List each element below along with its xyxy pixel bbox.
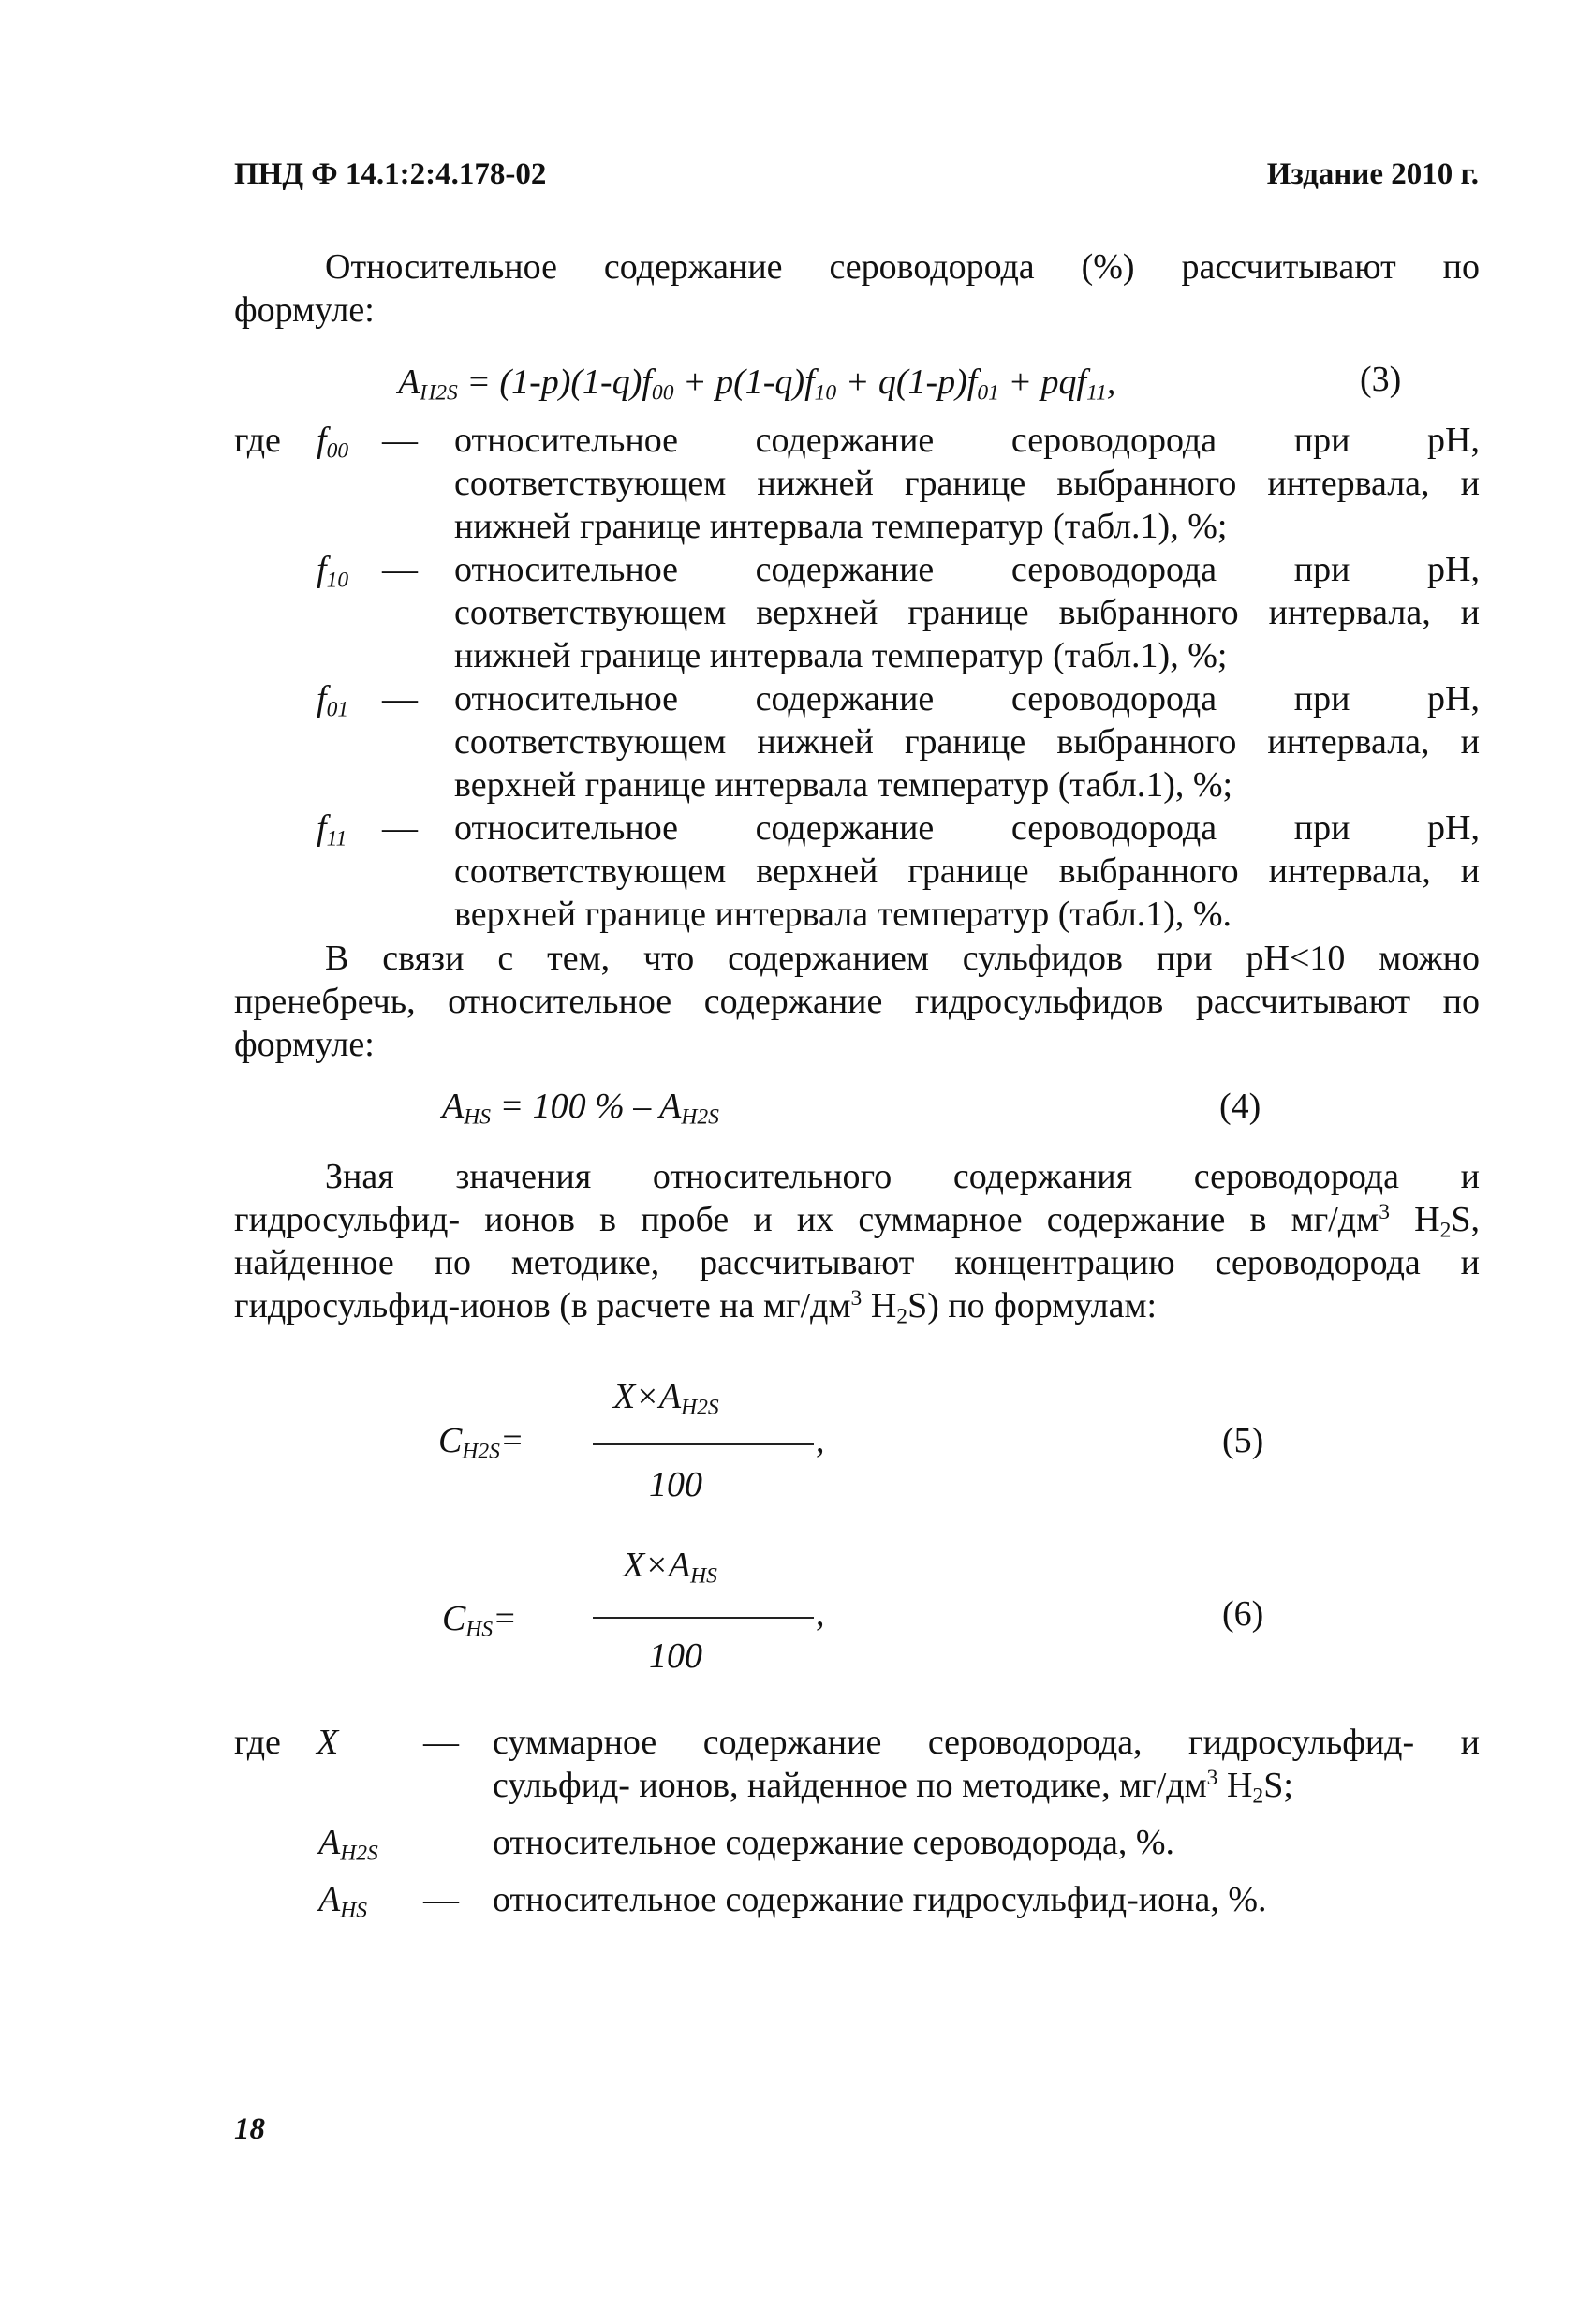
formula-4-lhs: A (442, 1087, 465, 1126)
formula-6-eq: = (493, 1599, 517, 1638)
paragraph-line: Зная значения относительного содержания сероводорода и (325, 1157, 1480, 1196)
definition-line: верхней границе интервала температур (табл.1), %; (454, 765, 1233, 805)
doc-code: ПНД Ф 14.1:2:4.178-02 (234, 157, 547, 191)
word: соответствующем (454, 593, 727, 632)
paragraph-intro-line2: формуле: (234, 290, 375, 330)
symbol-a-h2s (318, 1821, 378, 1864)
word: границе (907, 593, 1029, 632)
symbol-sub: 00 (326, 438, 349, 464)
symbol-sub: HS (340, 1898, 367, 1923)
definition-a-hs-text: относительное содержание гидросульфид-иона, %. (493, 1880, 1267, 1919)
definition-line (454, 720, 1480, 763)
text-run: сульфид- ионов, найденное по методике, мг/дм (493, 1766, 1207, 1805)
word: рассчитывают (1181, 247, 1396, 287)
numerator-sub: HS (690, 1563, 717, 1589)
formula-4 (442, 1085, 719, 1128)
word: границе (904, 722, 1026, 762)
word: при (1293, 550, 1350, 589)
word: относительное (454, 421, 679, 460)
word: при (1293, 421, 1350, 460)
paragraph-line (234, 1198, 1480, 1241)
paragraph-line: найденное по методике, рассчитывают концентрацию сероводорода и (234, 1243, 1480, 1282)
fraction-bar (593, 1617, 814, 1619)
word: верхней (756, 851, 878, 891)
symbol-sub: 11 (326, 826, 347, 851)
formula-6-lhs (442, 1597, 517, 1640)
word: верхней (756, 593, 878, 632)
formula-3-term: + pqf (998, 363, 1087, 402)
symbol-letter: f (317, 550, 327, 589)
symbol-letter: A (318, 1880, 341, 1919)
word: интервала, (1268, 851, 1431, 891)
formula-5-number: (5) (1222, 1421, 1264, 1460)
word: (%) (1081, 247, 1135, 287)
word: сероводорода (1010, 679, 1217, 718)
symbol-letter: f (317, 808, 327, 848)
word: нижней (757, 722, 874, 762)
formula-4-number: (4) (1219, 1087, 1261, 1126)
paragraph-line: пренебречь, относительное содержание гидросульфидов рассчитывают по (234, 982, 1480, 1021)
paragraph-line (234, 1284, 1480, 1327)
definition-line (454, 850, 1480, 893)
paragraph-intro-line1 (234, 245, 1480, 289)
subscript: 2 (1439, 1218, 1452, 1243)
formula-3 (398, 361, 1115, 404)
symbol-letter: A (318, 1823, 341, 1862)
symbol-sub: 10 (326, 568, 349, 593)
formula-5-eq: = (499, 1421, 524, 1460)
numerator-text: X×A (613, 1377, 682, 1416)
word: Относительное (325, 247, 557, 287)
formula-3-sub: 01 (977, 380, 999, 406)
word: границе (904, 464, 1026, 503)
formula-3-end: , (1106, 363, 1116, 402)
word: содержание (755, 679, 935, 718)
symbol-letter: f (317, 679, 327, 718)
where-label: где (234, 421, 281, 460)
formula-5-comma: , (816, 1421, 825, 1460)
word: соответствующем (454, 722, 727, 762)
word: при (1293, 679, 1350, 718)
definition-line (454, 807, 1480, 850)
word: сероводорода (1010, 421, 1217, 460)
definition-text (454, 807, 1480, 936)
word: pH, (1427, 808, 1480, 848)
formula-6-numerator (623, 1544, 717, 1587)
word: относительное (454, 808, 679, 848)
word: нижней (757, 464, 874, 503)
word: относительное (454, 550, 679, 589)
numerator-sub: H2S (681, 1395, 719, 1420)
definition-line (454, 591, 1480, 634)
superscript: 3 (850, 1286, 863, 1311)
word: содержание (755, 550, 935, 589)
superscript: 3 (1206, 1766, 1218, 1791)
word: и (1460, 464, 1480, 503)
word: содержание (603, 247, 783, 287)
word: pH, (1427, 679, 1480, 718)
formula-3-lhs: A (398, 363, 420, 402)
paragraph-intro (234, 245, 1480, 332)
formula-6-lhs-sub: HS (465, 1617, 494, 1642)
formula-6-lhs-letter: C (442, 1599, 466, 1638)
formula-3-number: (3) (1360, 360, 1402, 399)
definition-a-h2s-text: относительное содержание сероводорода, %. (493, 1823, 1175, 1862)
symbol-f01 (317, 677, 348, 720)
word: по (1442, 247, 1480, 287)
formula-3-sub: 00 (651, 380, 674, 406)
symbol-sub: H2S (340, 1841, 378, 1866)
definition-line (454, 462, 1480, 505)
definition-text (454, 548, 1480, 677)
em-dash: — (423, 1880, 459, 1919)
formula-3-term: + q(1-p)f (836, 363, 978, 402)
word: интервала, (1267, 722, 1430, 762)
text-run: S; (1263, 1766, 1293, 1805)
word: интервала, (1267, 464, 1430, 503)
formula-6-denominator: 100 (649, 1636, 702, 1676)
formula-5-numerator (613, 1375, 719, 1418)
symbol-sub: 01 (326, 697, 349, 722)
formula-3-sub: 10 (814, 380, 837, 406)
definition-line: нижней границе интервала температур (табл.1), %; (454, 507, 1228, 546)
formula-4-rhs-sub: H2S (681, 1104, 719, 1130)
em-dash: — (382, 808, 418, 848)
superscript: 3 (1379, 1200, 1390, 1225)
text-run: H (1217, 1766, 1253, 1805)
word: интервала, (1268, 593, 1431, 632)
symbol-f00 (317, 419, 348, 462)
edition-label: Издание 2010 г. (1266, 157, 1479, 191)
word: pH, (1427, 421, 1480, 460)
word: выбранного (1056, 464, 1237, 503)
formula-5-denominator: 100 (649, 1465, 702, 1504)
word: при (1293, 808, 1350, 848)
text-run: H (862, 1286, 897, 1325)
word: соответствующем (454, 464, 727, 503)
em-dash: — (382, 550, 418, 589)
formula-3-lhs-sub: H2S (420, 380, 458, 406)
formula-6-comma: , (816, 1594, 825, 1634)
symbol-f10 (317, 548, 348, 591)
word: содержание (755, 421, 935, 460)
word: границе (907, 851, 1029, 891)
em-dash: — (423, 1723, 459, 1762)
formula-4-mid: = 100 % – A (491, 1087, 682, 1126)
text-run: гидросульфид- ионов в пробе и их суммарное содержание в мг/дм (234, 1200, 1379, 1239)
paragraph-line: В связи с тем, что содержанием сульфидов при pH<10 можно (325, 939, 1480, 978)
definition-text (454, 419, 1480, 548)
symbol-x: X (317, 1723, 339, 1762)
formula-3-sub: 11 (1086, 380, 1107, 406)
definition-line: верхней границе интервала температур (табл.1), %. (454, 895, 1232, 934)
word: и (1460, 593, 1480, 632)
definition-text (454, 677, 1480, 807)
paragraph-hydrosulfide (234, 937, 1480, 1066)
word: выбранного (1056, 722, 1237, 762)
definition-line (454, 548, 1480, 591)
symbol-f11 (317, 807, 347, 850)
paragraph-line: формуле: (234, 1025, 375, 1064)
definition-line: суммарное содержание сероводорода, гидросульфид- и (493, 1723, 1480, 1762)
symbol-a-hs (318, 1878, 367, 1921)
definition-line: нижней границе интервала температур (табл.1), %; (454, 636, 1228, 675)
formula-5-lhs-sub: H2S (462, 1439, 500, 1464)
symbol-letter: f (317, 421, 327, 460)
word: относительное (454, 679, 679, 718)
definition-line (493, 1764, 1480, 1807)
text-run: гидросульфид-ионов (в расчете на мг/дм (234, 1286, 851, 1325)
formula-5-lhs-letter: C (438, 1421, 463, 1460)
text-run: S, (1451, 1200, 1480, 1239)
page-number: 18 (234, 2112, 265, 2146)
formula-3-term: + p(1-q)f (673, 363, 815, 402)
word: pH, (1427, 550, 1480, 589)
word: выбранного (1058, 593, 1239, 632)
word: содержание (755, 808, 935, 848)
word: и (1460, 722, 1480, 762)
word: сероводорода (829, 247, 1035, 287)
definition-line (454, 419, 1480, 462)
where-label-2: где (234, 1723, 281, 1762)
word: соответствующем (454, 851, 727, 891)
text-run: H (1389, 1200, 1440, 1239)
formula-3-term: = (1-p)(1-q)f (457, 363, 652, 402)
paragraph-concentration (234, 1155, 1480, 1327)
fraction-bar (593, 1443, 814, 1445)
numerator-text: X×A (623, 1546, 691, 1585)
word: выбранного (1058, 851, 1239, 891)
em-dash: — (382, 421, 418, 460)
word: сероводорода (1010, 808, 1217, 848)
subscript: 2 (896, 1304, 908, 1329)
definition-x-text (493, 1721, 1480, 1807)
text-run: S) по формулам: (907, 1286, 1158, 1325)
subscript: 2 (1252, 1784, 1264, 1809)
word: сероводорода (1010, 550, 1217, 589)
definition-line (454, 677, 1480, 720)
formula-6-number: (6) (1222, 1594, 1264, 1634)
formula-4-lhs-sub: HS (464, 1104, 491, 1130)
formula-5-lhs (438, 1419, 524, 1462)
word: и (1460, 851, 1480, 891)
em-dash: — (382, 679, 418, 718)
